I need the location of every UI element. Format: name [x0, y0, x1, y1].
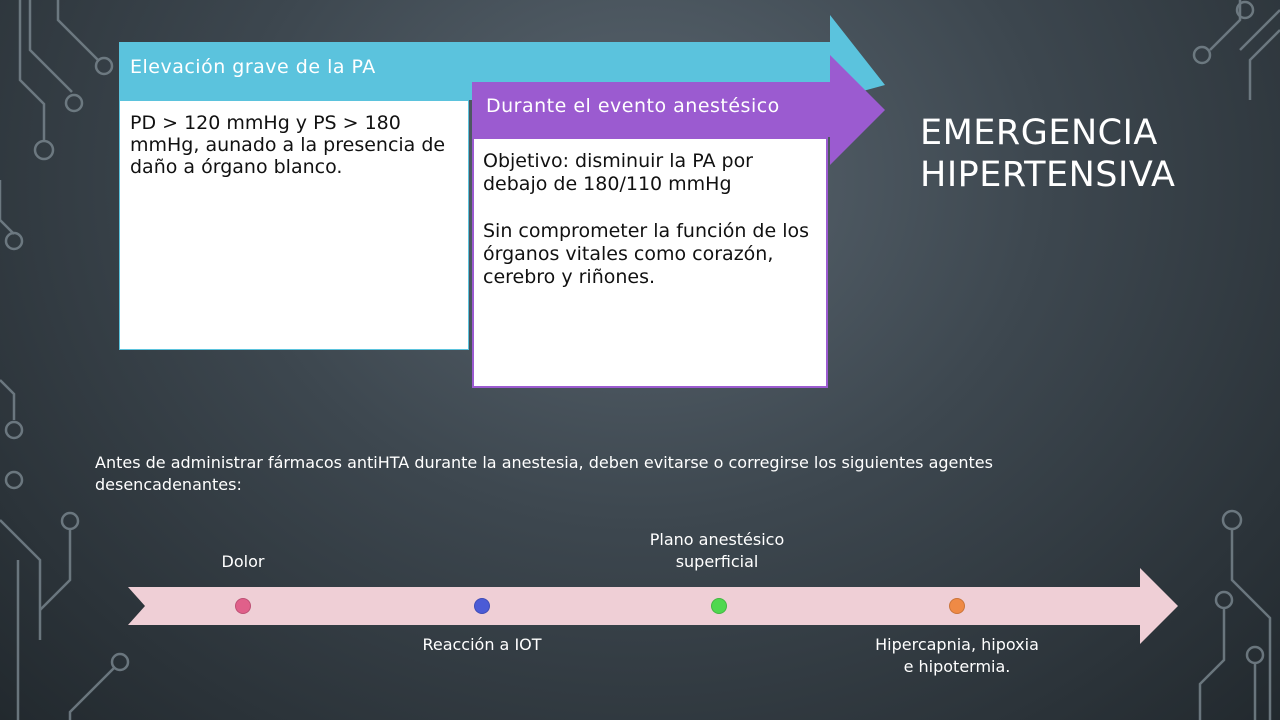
timeline-label-reaccion: Reacción a IOT: [422, 635, 542, 654]
slide-title: EMERGENCIA HIPERTENSIVA: [920, 113, 1176, 195]
timeline-dot-hipercapnia: [949, 598, 965, 614]
step2-header: Durante el evento anestésico: [486, 95, 780, 117]
timeline-dot-reaccion: [474, 598, 490, 614]
intro-text: Antes de administrar fármacos antiHTA durante la anestesia, deben evitarse o corregirse los siguientes agentes desencadenantes:: [95, 453, 993, 494]
timeline-dot-dolor: [235, 598, 251, 614]
timeline-label-dolor: Dolor: [221, 552, 265, 571]
step1-header: Elevación grave de la PA: [130, 56, 376, 78]
timeline-label-hipercapnia: Hipercapnia, hipoxia e hipotermia.: [875, 635, 1039, 676]
timeline-dot-plano: [711, 598, 727, 614]
step2-paragraph-objetivo: Objetivo: disminuir la PA por debajo de 180/110 mmHg: [483, 150, 753, 195]
timeline-label-plano: Plano anestésico superficial: [649, 530, 785, 571]
step1-body: PD > 120 mmHg y PS > 180 mmHg, aunado a la presencia de daño a órgano blanco.: [130, 112, 446, 178]
timeline-bar: [128, 568, 1178, 644]
step2-paragraph-funcion: Sin comprometer la función de los órganos vitales como corazón, cerebro y riñones.: [483, 220, 810, 288]
